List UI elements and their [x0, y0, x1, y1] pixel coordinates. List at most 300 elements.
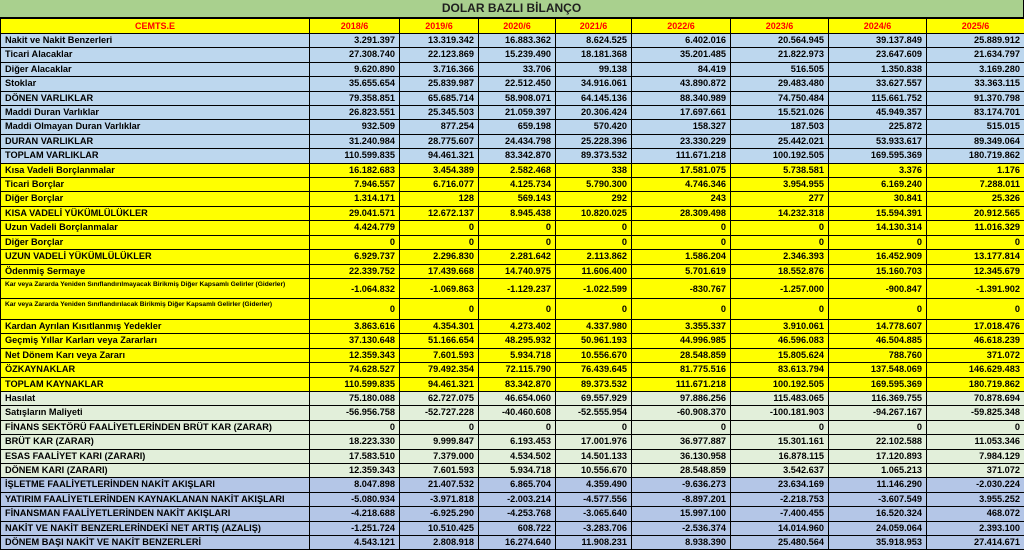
value-cell[interactable]: 13.177.814: [927, 250, 1024, 264]
value-cell[interactable]: 0: [927, 235, 1024, 249]
value-cell[interactable]: -3.971.818: [400, 492, 479, 506]
row-label-cell[interactable]: Kar veya Zararda Yeniden Sınıflandırılacak Birikmiş Diğer Kapsamlı Gelirler (Giderler): [1, 299, 310, 320]
value-cell[interactable]: 25.839.987: [400, 77, 479, 91]
value-cell[interactable]: 110.599.835: [310, 377, 400, 391]
value-cell[interactable]: -56.956.758: [310, 406, 400, 420]
value-cell[interactable]: 7.946.557: [310, 178, 400, 192]
value-cell[interactable]: 0: [400, 221, 479, 235]
value-cell[interactable]: -9.636.273: [632, 478, 731, 492]
value-cell[interactable]: -5.080.934: [310, 492, 400, 506]
value-cell[interactable]: 3.169.280: [927, 62, 1024, 76]
value-cell[interactable]: 0: [632, 299, 731, 320]
year-header[interactable]: 2025/6: [927, 19, 1024, 34]
value-cell[interactable]: 94.461.321: [400, 149, 479, 163]
value-cell[interactable]: 30.841: [829, 192, 927, 206]
value-cell[interactable]: 35.201.485: [632, 48, 731, 62]
value-cell[interactable]: 21.059.397: [479, 106, 556, 120]
value-cell[interactable]: 22.102.588: [829, 435, 927, 449]
value-cell[interactable]: 4.354.301: [400, 319, 479, 333]
value-cell[interactable]: 180.719.862: [927, 149, 1024, 163]
row-label-cell[interactable]: NAKİT VE NAKİT BENZERLERİNDEKİ NET ARTIŞ (AZALIŞ): [1, 521, 310, 535]
value-cell[interactable]: 48.295.932: [479, 334, 556, 348]
value-cell[interactable]: -60.908.370: [632, 406, 731, 420]
row-label-cell[interactable]: Kar veya Zararda Yeniden Sınıflandırılmayacak Birikmiş Diğer Kapsamlı Gelirler (Giderler): [1, 278, 310, 299]
value-cell[interactable]: 877.254: [400, 120, 479, 134]
value-cell[interactable]: 10.556.670: [556, 463, 632, 477]
row-label-cell[interactable]: BRÜT KAR (ZARAR): [1, 435, 310, 449]
value-cell[interactable]: 243: [632, 192, 731, 206]
value-cell[interactable]: 76.439.645: [556, 363, 632, 377]
value-cell[interactable]: 11.016.329: [927, 221, 1024, 235]
value-cell[interactable]: 3.376: [829, 163, 927, 177]
value-cell[interactable]: 79.492.354: [400, 363, 479, 377]
year-header[interactable]: 2021/6: [556, 19, 632, 34]
value-cell[interactable]: 2.393.100: [927, 521, 1024, 535]
value-cell[interactable]: 27.308.740: [310, 48, 400, 62]
value-cell[interactable]: 89.373.532: [556, 149, 632, 163]
row-label-cell[interactable]: Diğer Alacaklar: [1, 62, 310, 76]
value-cell[interactable]: 515.015: [927, 120, 1024, 134]
value-cell[interactable]: 43.890.872: [632, 77, 731, 91]
value-cell[interactable]: 23.330.229: [632, 134, 731, 148]
value-cell[interactable]: 84.419: [632, 62, 731, 76]
value-cell[interactable]: 28.548.859: [632, 348, 731, 362]
value-cell[interactable]: 6.402.016: [632, 34, 731, 48]
value-cell[interactable]: 516.505: [731, 62, 829, 76]
value-cell[interactable]: 15.805.624: [731, 348, 829, 362]
ticker-header[interactable]: CEMTS.E: [1, 19, 310, 34]
value-cell[interactable]: -1.257.000: [731, 278, 829, 299]
value-cell[interactable]: 16.274.640: [479, 536, 556, 550]
value-cell[interactable]: 83.342.870: [479, 149, 556, 163]
value-cell[interactable]: 8.624.525: [556, 34, 632, 48]
value-cell[interactable]: 25.442.021: [731, 134, 829, 148]
value-cell[interactable]: 18.552.876: [731, 264, 829, 278]
row-label-cell[interactable]: FİNANSMAN FAALİYETLERİNDEN NAKİT AKIŞLARI: [1, 507, 310, 521]
value-cell[interactable]: 146.629.483: [927, 363, 1024, 377]
value-cell[interactable]: 0: [479, 235, 556, 249]
value-cell[interactable]: 371.072: [927, 348, 1024, 362]
value-cell[interactable]: -94.267.167: [829, 406, 927, 420]
value-cell[interactable]: 14.501.133: [556, 449, 632, 463]
value-cell[interactable]: 277: [731, 192, 829, 206]
value-cell[interactable]: 11.606.400: [556, 264, 632, 278]
value-cell[interactable]: 18.181.368: [556, 48, 632, 62]
row-label-cell[interactable]: TOPLAM VARLIKLAR: [1, 149, 310, 163]
value-cell[interactable]: -2.003.214: [479, 492, 556, 506]
value-cell[interactable]: -59.825.348: [927, 406, 1024, 420]
value-cell[interactable]: 16.878.115: [731, 449, 829, 463]
value-cell[interactable]: 8.938.390: [632, 536, 731, 550]
value-cell[interactable]: 0: [731, 221, 829, 235]
value-cell[interactable]: 16.452.909: [829, 250, 927, 264]
value-cell[interactable]: 17.583.510: [310, 449, 400, 463]
value-cell[interactable]: 6.716.077: [400, 178, 479, 192]
value-cell[interactable]: -4.253.768: [479, 507, 556, 521]
value-cell[interactable]: -1.391.902: [927, 278, 1024, 299]
value-cell[interactable]: -40.460.608: [479, 406, 556, 420]
value-cell[interactable]: -830.767: [632, 278, 731, 299]
value-cell[interactable]: 0: [310, 420, 400, 434]
value-cell[interactable]: 72.115.790: [479, 363, 556, 377]
value-cell[interactable]: 0: [479, 420, 556, 434]
value-cell[interactable]: 74.628.527: [310, 363, 400, 377]
value-cell[interactable]: 5.738.581: [731, 163, 829, 177]
row-label-cell[interactable]: Ticari Alacaklar: [1, 48, 310, 62]
value-cell[interactable]: 0: [556, 221, 632, 235]
value-cell[interactable]: 110.599.835: [310, 149, 400, 163]
value-cell[interactable]: 7.379.000: [400, 449, 479, 463]
value-cell[interactable]: 26.823.551: [310, 106, 400, 120]
value-cell[interactable]: 3.955.252: [927, 492, 1024, 506]
value-cell[interactable]: 16.182.683: [310, 163, 400, 177]
value-cell[interactable]: 100.192.505: [731, 149, 829, 163]
value-cell[interactable]: 3.454.389: [400, 163, 479, 177]
value-cell[interactable]: 89.373.532: [556, 377, 632, 391]
row-label-cell[interactable]: Maddi Olmayan Duran Varlıklar: [1, 120, 310, 134]
value-cell[interactable]: 91.370.798: [927, 91, 1024, 105]
value-cell[interactable]: 4.359.490: [556, 478, 632, 492]
value-cell[interactable]: 44.996.985: [632, 334, 731, 348]
value-cell[interactable]: 79.358.851: [310, 91, 400, 105]
value-cell[interactable]: 1.065.213: [829, 463, 927, 477]
year-header[interactable]: 2023/6: [731, 19, 829, 34]
value-cell[interactable]: 31.240.984: [310, 134, 400, 148]
year-header[interactable]: 2020/6: [479, 19, 556, 34]
value-cell[interactable]: 94.461.321: [400, 377, 479, 391]
value-cell[interactable]: 25.326: [927, 192, 1024, 206]
value-cell[interactable]: 12.345.679: [927, 264, 1024, 278]
row-label-cell[interactable]: FİNANS SEKTÖRÜ FAALİYETLERİNDEN BRÜT KAR (ZARAR): [1, 420, 310, 434]
value-cell[interactable]: 0: [556, 420, 632, 434]
value-cell[interactable]: 4.543.121: [310, 536, 400, 550]
value-cell[interactable]: 4.534.502: [479, 449, 556, 463]
value-cell[interactable]: 292: [556, 192, 632, 206]
value-cell[interactable]: 7.601.593: [400, 348, 479, 362]
value-cell[interactable]: 21.822.973: [731, 48, 829, 62]
value-cell[interactable]: 111.671.218: [632, 149, 731, 163]
value-cell[interactable]: 81.775.516: [632, 363, 731, 377]
value-cell[interactable]: 0: [829, 420, 927, 434]
row-label-cell[interactable]: YATIRIM FAALİYETLERİNDEN KAYNAKLANAN NAKİT AKIŞLARI: [1, 492, 310, 506]
value-cell[interactable]: 75.180.088: [310, 391, 400, 405]
value-cell[interactable]: 137.548.069: [829, 363, 927, 377]
value-cell[interactable]: 468.072: [927, 507, 1024, 521]
value-cell[interactable]: -1.129.237: [479, 278, 556, 299]
value-cell[interactable]: -52.727.228: [400, 406, 479, 420]
value-cell[interactable]: 25.228.396: [556, 134, 632, 148]
value-cell[interactable]: 7.984.129: [927, 449, 1024, 463]
value-cell[interactable]: 0: [400, 420, 479, 434]
value-cell[interactable]: -6.925.290: [400, 507, 479, 521]
value-cell[interactable]: 29.483.480: [731, 77, 829, 91]
value-cell[interactable]: 569.143: [479, 192, 556, 206]
row-label-cell[interactable]: DÖNEM KARI (ZARARI): [1, 463, 310, 477]
value-cell[interactable]: 0: [632, 420, 731, 434]
value-cell[interactable]: 15.594.391: [829, 206, 927, 220]
row-label-cell[interactable]: DÖNEN VARLIKLAR: [1, 91, 310, 105]
value-cell[interactable]: 6.865.704: [479, 478, 556, 492]
value-cell[interactable]: 83.342.870: [479, 377, 556, 391]
value-cell[interactable]: 25.480.564: [731, 536, 829, 550]
value-cell[interactable]: 22.339.752: [310, 264, 400, 278]
value-cell[interactable]: 23.647.609: [829, 48, 927, 62]
row-label-cell[interactable]: DURAN VARLIKLAR: [1, 134, 310, 148]
value-cell[interactable]: 3.954.955: [731, 178, 829, 192]
value-cell[interactable]: 1.350.838: [829, 62, 927, 76]
value-cell[interactable]: 28.548.859: [632, 463, 731, 477]
value-cell[interactable]: 0: [731, 420, 829, 434]
value-cell[interactable]: 111.671.218: [632, 377, 731, 391]
value-cell[interactable]: 16.883.362: [479, 34, 556, 48]
value-cell[interactable]: 2.296.830: [400, 250, 479, 264]
value-cell[interactable]: 659.198: [479, 120, 556, 134]
value-cell[interactable]: -1.064.832: [310, 278, 400, 299]
value-cell[interactable]: 34.916.061: [556, 77, 632, 91]
value-cell[interactable]: 15.239.490: [479, 48, 556, 62]
row-label-cell[interactable]: ESAS FAALİYET KARI (ZARARI): [1, 449, 310, 463]
value-cell[interactable]: -4.577.556: [556, 492, 632, 506]
value-cell[interactable]: 6.193.453: [479, 435, 556, 449]
value-cell[interactable]: -100.181.903: [731, 406, 829, 420]
value-cell[interactable]: 0: [479, 299, 556, 320]
value-cell[interactable]: 0: [556, 235, 632, 249]
value-cell[interactable]: 116.369.755: [829, 391, 927, 405]
value-cell[interactable]: 7.601.593: [400, 463, 479, 477]
value-cell[interactable]: 2.808.918: [400, 536, 479, 550]
value-cell[interactable]: 15.160.703: [829, 264, 927, 278]
year-header[interactable]: 2024/6: [829, 19, 927, 34]
value-cell[interactable]: 20.912.565: [927, 206, 1024, 220]
value-cell[interactable]: 17.581.075: [632, 163, 731, 177]
value-cell[interactable]: 0: [310, 235, 400, 249]
row-label-cell[interactable]: Stoklar: [1, 77, 310, 91]
value-cell[interactable]: 14.232.318: [731, 206, 829, 220]
value-cell[interactable]: -3.065.640: [556, 507, 632, 521]
value-cell[interactable]: 22.512.450: [479, 77, 556, 91]
value-cell[interactable]: 4.746.346: [632, 178, 731, 192]
value-cell[interactable]: 371.072: [927, 463, 1024, 477]
value-cell[interactable]: -900.847: [829, 278, 927, 299]
value-cell[interactable]: 65.685.714: [400, 91, 479, 105]
value-cell[interactable]: 99.138: [556, 62, 632, 76]
value-cell[interactable]: 28.775.607: [400, 134, 479, 148]
value-cell[interactable]: 50.961.193: [556, 334, 632, 348]
row-label-cell[interactable]: Net Dönem Karı veya Zararı: [1, 348, 310, 362]
value-cell[interactable]: 14.740.975: [479, 264, 556, 278]
value-cell[interactable]: 3.355.337: [632, 319, 731, 333]
value-cell[interactable]: 1.586.204: [632, 250, 731, 264]
value-cell[interactable]: 225.872: [829, 120, 927, 134]
value-cell[interactable]: 53.933.617: [829, 134, 927, 148]
value-cell[interactable]: 3.863.616: [310, 319, 400, 333]
value-cell[interactable]: 0: [632, 235, 731, 249]
value-cell[interactable]: 35.918.953: [829, 536, 927, 550]
value-cell[interactable]: -1.251.724: [310, 521, 400, 535]
row-label-cell[interactable]: Diğer Borçlar: [1, 235, 310, 249]
value-cell[interactable]: 2.113.862: [556, 250, 632, 264]
value-cell[interactable]: 4.424.779: [310, 221, 400, 235]
value-cell[interactable]: 12.359.343: [310, 463, 400, 477]
row-label-cell[interactable]: KISA VADELİ YÜKÜMLÜLÜKLER: [1, 206, 310, 220]
value-cell[interactable]: 0: [632, 221, 731, 235]
value-cell[interactable]: 9.999.847: [400, 435, 479, 449]
value-cell[interactable]: 46.504.885: [829, 334, 927, 348]
value-cell[interactable]: 29.041.571: [310, 206, 400, 220]
value-cell[interactable]: 12.359.343: [310, 348, 400, 362]
value-cell[interactable]: 115.483.065: [731, 391, 829, 405]
value-cell[interactable]: 180.719.862: [927, 377, 1024, 391]
value-cell[interactable]: 6.169.240: [829, 178, 927, 192]
value-cell[interactable]: -1.022.599: [556, 278, 632, 299]
value-cell[interactable]: 0: [731, 235, 829, 249]
value-cell[interactable]: -2.536.374: [632, 521, 731, 535]
value-cell[interactable]: 0: [731, 299, 829, 320]
value-cell[interactable]: 10.556.670: [556, 348, 632, 362]
value-cell[interactable]: 7.288.011: [927, 178, 1024, 192]
value-cell[interactable]: 33.363.115: [927, 77, 1024, 91]
value-cell[interactable]: 18.223.330: [310, 435, 400, 449]
row-label-cell[interactable]: DÖNEM BAŞI NAKİT VE NAKİT BENZERLERİ: [1, 536, 310, 550]
year-header[interactable]: 2022/6: [632, 19, 731, 34]
value-cell[interactable]: 8.945.438: [479, 206, 556, 220]
value-cell[interactable]: 33.706: [479, 62, 556, 76]
value-cell[interactable]: 64.145.136: [556, 91, 632, 105]
value-cell[interactable]: 15.301.161: [731, 435, 829, 449]
value-cell[interactable]: 11.146.290: [829, 478, 927, 492]
value-cell[interactable]: 89.349.064: [927, 134, 1024, 148]
value-cell[interactable]: 15.997.100: [632, 507, 731, 521]
value-cell[interactable]: 8.047.898: [310, 478, 400, 492]
value-cell[interactable]: 1.314.171: [310, 192, 400, 206]
value-cell[interactable]: 169.595.369: [829, 377, 927, 391]
value-cell[interactable]: 5.701.619: [632, 264, 731, 278]
value-cell[interactable]: -4.218.688: [310, 507, 400, 521]
value-cell[interactable]: 0: [479, 221, 556, 235]
value-cell[interactable]: 0: [400, 299, 479, 320]
value-cell[interactable]: 338: [556, 163, 632, 177]
value-cell[interactable]: 16.520.324: [829, 507, 927, 521]
row-label-cell[interactable]: ÖZKAYNAKLAR: [1, 363, 310, 377]
value-cell[interactable]: 0: [927, 420, 1024, 434]
value-cell[interactable]: 17.439.668: [400, 264, 479, 278]
row-label-cell[interactable]: Ticari Borçlar: [1, 178, 310, 192]
value-cell[interactable]: 11.053.346: [927, 435, 1024, 449]
value-cell[interactable]: 21.634.797: [927, 48, 1024, 62]
row-label-cell[interactable]: İŞLETME FAALİYETLERİNDEN NAKİT AKIŞLARI: [1, 478, 310, 492]
value-cell[interactable]: 10.820.025: [556, 206, 632, 220]
value-cell[interactable]: 39.137.849: [829, 34, 927, 48]
row-label-cell[interactable]: Uzun Vadeli Borçlanmalar: [1, 221, 310, 235]
value-cell[interactable]: 3.910.061: [731, 319, 829, 333]
value-cell[interactable]: -1.069.863: [400, 278, 479, 299]
value-cell[interactable]: 14.778.607: [829, 319, 927, 333]
value-cell[interactable]: 22.123.869: [400, 48, 479, 62]
value-cell[interactable]: 45.949.357: [829, 106, 927, 120]
row-label-cell[interactable]: Maddi Duran Varlıklar: [1, 106, 310, 120]
row-label-cell[interactable]: Diğer Borçlar: [1, 192, 310, 206]
value-cell[interactable]: 11.908.231: [556, 536, 632, 550]
value-cell[interactable]: 0: [310, 299, 400, 320]
year-header[interactable]: 2018/6: [310, 19, 400, 34]
row-label-cell[interactable]: Nakit ve Nakit Benzerleri: [1, 34, 310, 48]
value-cell[interactable]: 5.790.300: [556, 178, 632, 192]
value-cell[interactable]: 3.542.637: [731, 463, 829, 477]
value-cell[interactable]: 608.722: [479, 521, 556, 535]
value-cell[interactable]: 17.001.976: [556, 435, 632, 449]
row-label-cell[interactable]: Kardan Ayrılan Kısıtlanmış Yedekler: [1, 319, 310, 333]
value-cell[interactable]: 0: [829, 299, 927, 320]
value-cell[interactable]: 0: [927, 299, 1024, 320]
value-cell[interactable]: -2.030.224: [927, 478, 1024, 492]
value-cell[interactable]: 36.977.887: [632, 435, 731, 449]
row-label-cell[interactable]: TOPLAM KAYNAKLAR: [1, 377, 310, 391]
value-cell[interactable]: 100.192.505: [731, 377, 829, 391]
value-cell[interactable]: 14.130.314: [829, 221, 927, 235]
value-cell[interactable]: 27.414.671: [927, 536, 1024, 550]
value-cell[interactable]: 35.655.654: [310, 77, 400, 91]
value-cell[interactable]: 10.510.425: [400, 521, 479, 535]
value-cell[interactable]: 46.654.060: [479, 391, 556, 405]
value-cell[interactable]: 51.166.654: [400, 334, 479, 348]
value-cell[interactable]: 24.434.798: [479, 134, 556, 148]
value-cell[interactable]: 25.345.503: [400, 106, 479, 120]
value-cell[interactable]: 20.564.945: [731, 34, 829, 48]
row-label-cell[interactable]: Ödenmiş Sermaye: [1, 264, 310, 278]
value-cell[interactable]: 6.929.737: [310, 250, 400, 264]
value-cell[interactable]: 0: [556, 299, 632, 320]
value-cell[interactable]: 3.716.366: [400, 62, 479, 76]
value-cell[interactable]: 4.337.980: [556, 319, 632, 333]
value-cell[interactable]: 12.672.137: [400, 206, 479, 220]
value-cell[interactable]: 24.059.064: [829, 521, 927, 535]
value-cell[interactable]: -8.897.201: [632, 492, 731, 506]
value-cell[interactable]: 36.130.958: [632, 449, 731, 463]
value-cell[interactable]: 25.889.912: [927, 34, 1024, 48]
value-cell[interactable]: 46.618.239: [927, 334, 1024, 348]
value-cell[interactable]: 5.934.718: [479, 463, 556, 477]
value-cell[interactable]: 21.407.532: [400, 478, 479, 492]
value-cell[interactable]: 28.309.498: [632, 206, 731, 220]
value-cell[interactable]: 3.291.397: [310, 34, 400, 48]
value-cell[interactable]: 932.509: [310, 120, 400, 134]
value-cell[interactable]: 2.281.642: [479, 250, 556, 264]
row-label-cell[interactable]: UZUN VADELİ YÜKÜMLÜLÜKLER: [1, 250, 310, 264]
value-cell[interactable]: 70.878.694: [927, 391, 1024, 405]
row-label-cell[interactable]: Hasılat: [1, 391, 310, 405]
value-cell[interactable]: 83.174.701: [927, 106, 1024, 120]
row-label-cell[interactable]: Satışların Maliyeti: [1, 406, 310, 420]
value-cell[interactable]: 20.306.424: [556, 106, 632, 120]
row-label-cell[interactable]: Kısa Vadeli Borçlanmalar: [1, 163, 310, 177]
value-cell[interactable]: 37.130.648: [310, 334, 400, 348]
value-cell[interactable]: -7.400.455: [731, 507, 829, 521]
value-cell[interactable]: 46.596.083: [731, 334, 829, 348]
year-header[interactable]: 2019/6: [400, 19, 479, 34]
value-cell[interactable]: 2.582.468: [479, 163, 556, 177]
value-cell[interactable]: 187.503: [731, 120, 829, 134]
value-cell[interactable]: 17.697.661: [632, 106, 731, 120]
value-cell[interactable]: -2.218.753: [731, 492, 829, 506]
value-cell[interactable]: 15.521.026: [731, 106, 829, 120]
value-cell[interactable]: 33.627.557: [829, 77, 927, 91]
value-cell[interactable]: 2.346.393: [731, 250, 829, 264]
value-cell[interactable]: 17.120.893: [829, 449, 927, 463]
row-label-cell[interactable]: Geçmiş Yıllar Karları veya Zararları: [1, 334, 310, 348]
value-cell[interactable]: 74.750.484: [731, 91, 829, 105]
value-cell[interactable]: 4.125.734: [479, 178, 556, 192]
value-cell[interactable]: -3.283.706: [556, 521, 632, 535]
